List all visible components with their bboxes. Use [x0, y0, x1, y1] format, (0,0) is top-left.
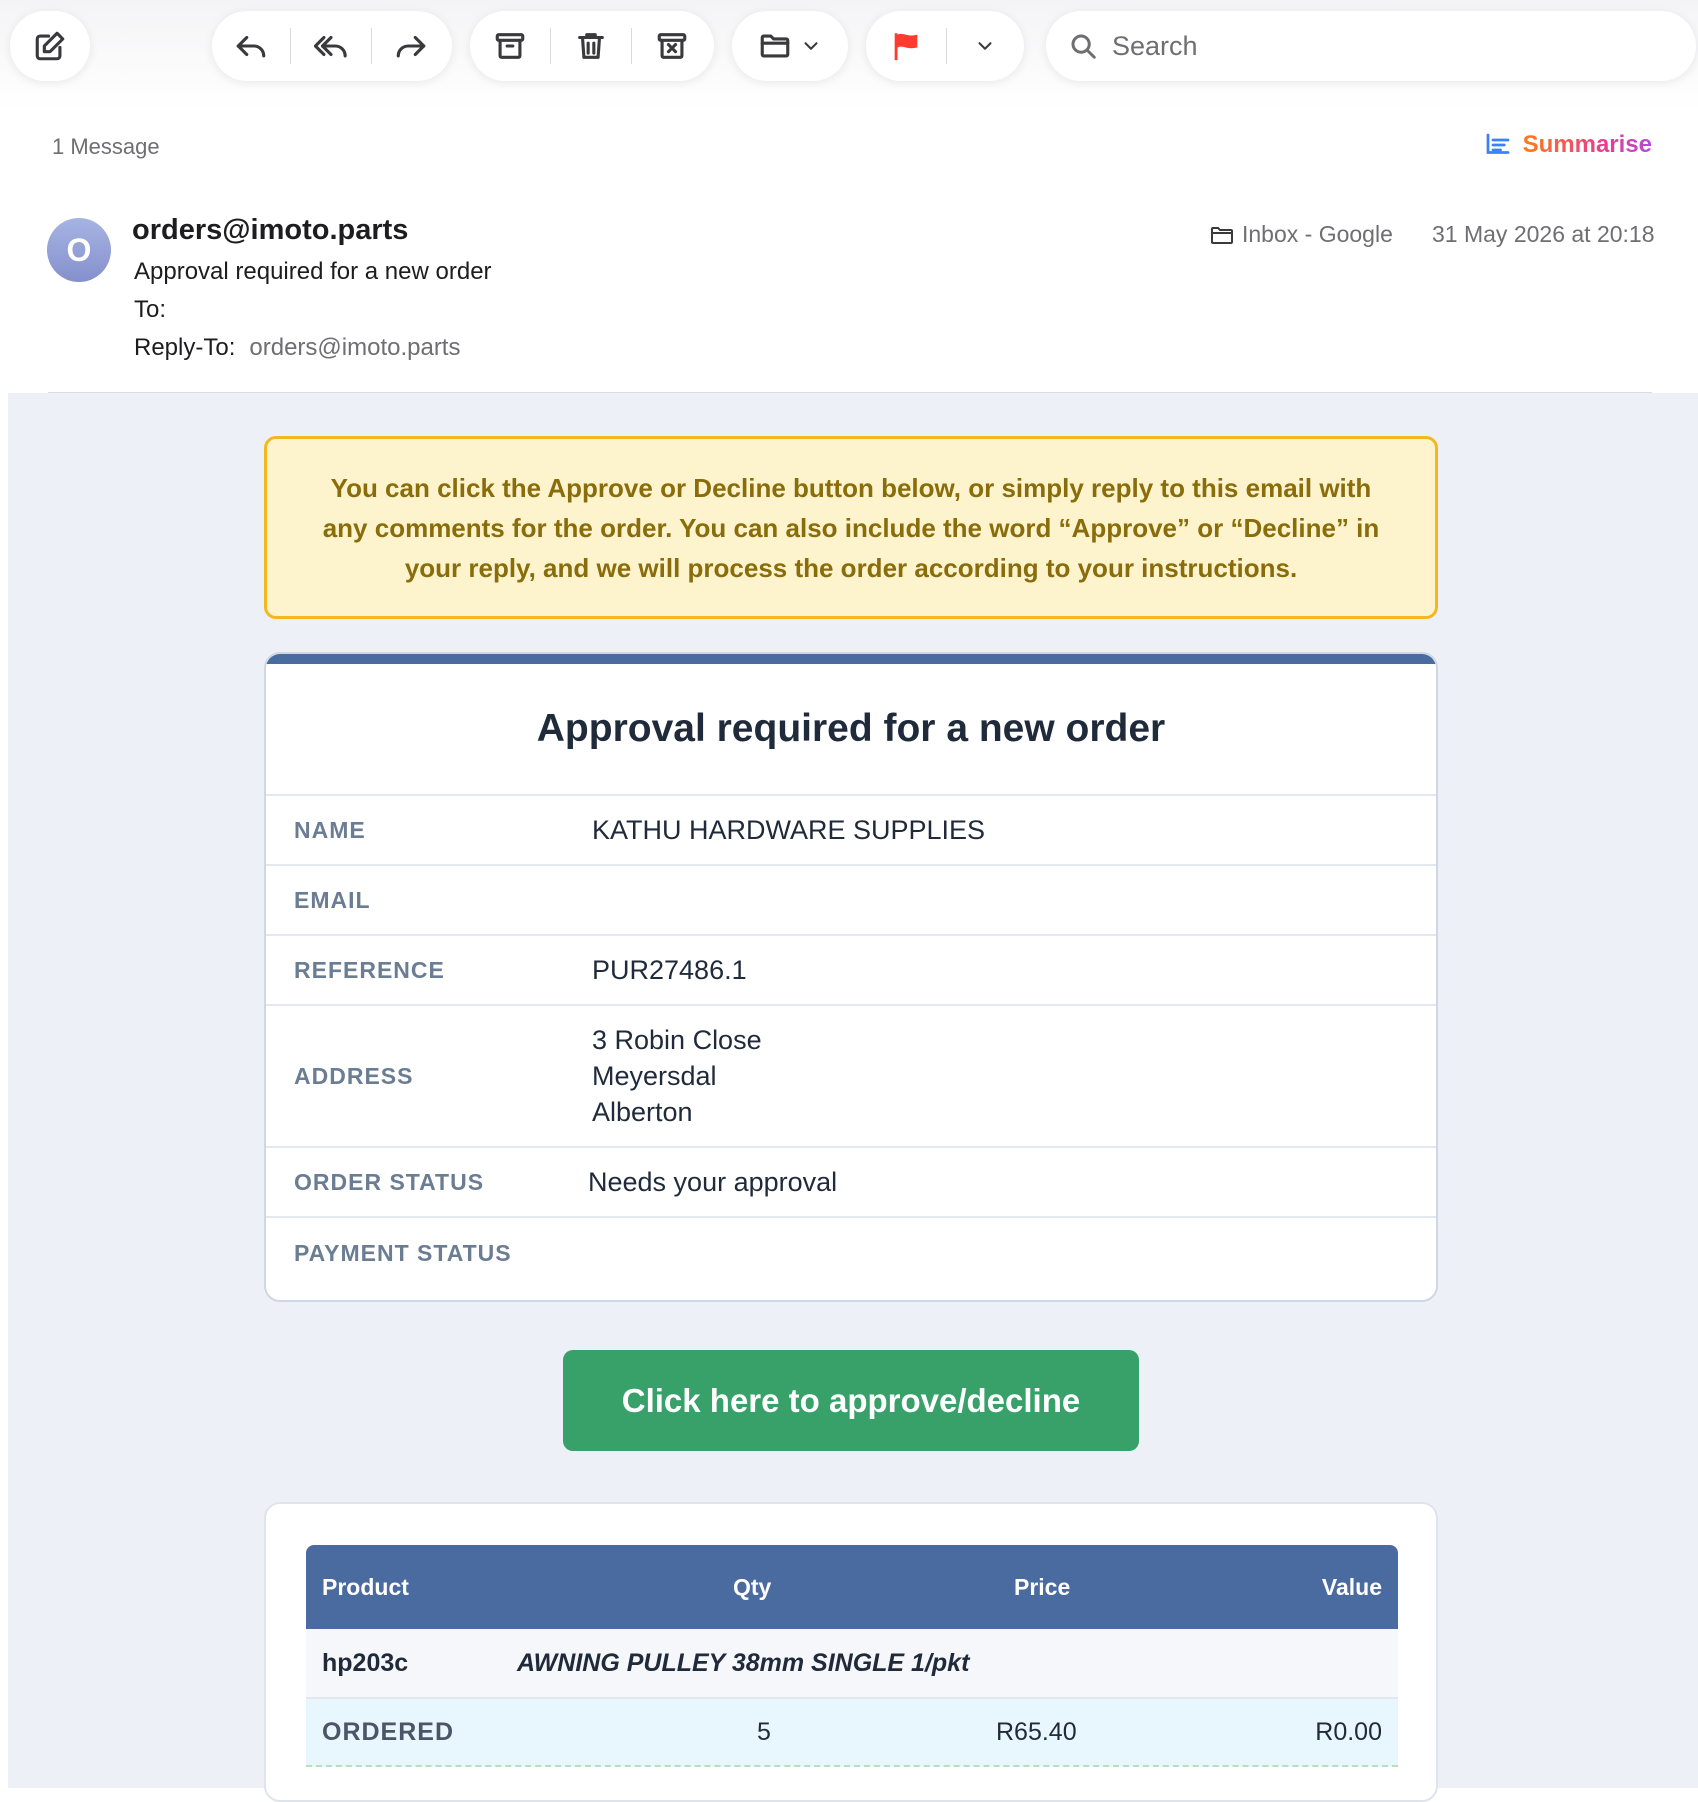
- junk-icon: [655, 29, 689, 63]
- search-field[interactable]: [1046, 11, 1696, 81]
- reply-to-row: [134, 334, 460, 362]
- header-price: Price: [1014, 1573, 1071, 1600]
- notice-text: You can click the Approve or Decline button below, or simply reply to this email with any comments for the order. You can also include the word “Approve” or “Decline” in your reply, and we will process the order according to your instructions.: [322, 472, 1380, 583]
- move-button[interactable]: [732, 11, 848, 81]
- flag-group: [866, 11, 1024, 81]
- address-row: [266, 1004, 1436, 1146]
- card-accent-bar: [266, 654, 1436, 664]
- trash-button[interactable]: [551, 11, 631, 81]
- product-row: [306, 1629, 1398, 1699]
- name-value: KATHU HARDWARE SUPPLIES: [592, 815, 986, 845]
- reply-to-label: Reply-To:: [134, 334, 236, 361]
- products-card: [264, 1502, 1438, 1802]
- product-code: hp203c: [322, 1648, 409, 1677]
- order-status-label: ORDER STATUS: [294, 1168, 485, 1195]
- reply-button[interactable]: [212, 11, 290, 81]
- reply-all-icon: [314, 29, 348, 63]
- toolbar: [0, 0, 1698, 110]
- trash-icon: [574, 29, 608, 63]
- message-date: 31 May 2026 at 20:18: [1432, 221, 1655, 247]
- mailbox-label[interactable]: [1210, 221, 1393, 248]
- products-table: [306, 1545, 1398, 1767]
- flag-icon: [889, 29, 923, 63]
- junk-button[interactable]: [632, 11, 712, 81]
- line-value: R0.00: [1315, 1717, 1382, 1746]
- message-count: 1 Message: [52, 134, 160, 159]
- compose-icon[interactable]: [10, 11, 90, 81]
- flag-menu-button[interactable]: [947, 11, 1023, 81]
- summarise-icon: [1483, 130, 1513, 160]
- products-header: [306, 1545, 1398, 1629]
- email-label: EMAIL: [294, 886, 371, 913]
- approve-decline-button[interactable]: Click here to approve/decline: [563, 1350, 1139, 1451]
- reply-all-button[interactable]: [291, 11, 371, 81]
- reply-icon: [234, 29, 268, 63]
- instructions-notice: [264, 436, 1438, 619]
- summarise-button[interactable]: [1483, 130, 1652, 160]
- message-subject: Approval required for a new order: [134, 258, 492, 285]
- payment-status-label: PAYMENT STATUS: [294, 1240, 512, 1266]
- reply-group: [212, 11, 452, 81]
- address-line: Meyersdal: [592, 1061, 717, 1091]
- folder-icon: [1210, 225, 1234, 245]
- forward-icon: [394, 29, 428, 63]
- chevron-down-icon: [974, 35, 996, 57]
- mailbox-name: Inbox - Google: [1242, 221, 1393, 247]
- address-label: ADDRESS: [294, 1062, 414, 1089]
- name-label: NAME: [294, 816, 366, 843]
- order-status-value: Needs your approval: [588, 1167, 838, 1197]
- product-description: AWNING PULLEY 38mm SINGLE 1/pkt: [517, 1648, 970, 1677]
- address-line: 3 Robin Close: [592, 1025, 762, 1055]
- search-input[interactable]: [1112, 31, 1672, 62]
- name-row: [266, 794, 1436, 864]
- address-value: [592, 1022, 762, 1130]
- search-icon: [1068, 31, 1098, 61]
- archive-icon: [493, 29, 527, 63]
- line-price: R65.40: [996, 1717, 1077, 1746]
- line-status: ORDERED: [322, 1717, 455, 1746]
- reference-label: REFERENCE: [294, 956, 445, 983]
- compose-button[interactable]: [10, 11, 90, 81]
- avatar: O: [47, 218, 111, 282]
- email-row: [266, 864, 1436, 934]
- reference-value: PUR27486.1: [592, 955, 747, 985]
- header-qty: Qty: [733, 1573, 772, 1600]
- archive-button[interactable]: [470, 11, 550, 81]
- header-product: Product: [322, 1573, 409, 1600]
- line-qty: 5: [757, 1717, 771, 1746]
- address-line: Alberton: [592, 1097, 693, 1127]
- forward-button[interactable]: [372, 11, 450, 81]
- organize-group: [470, 11, 714, 81]
- header-value: Value: [1321, 1573, 1382, 1600]
- reply-to-address[interactable]: orders@imoto.parts: [249, 334, 461, 361]
- chevron-down-icon: [800, 35, 822, 57]
- reference-row: [266, 934, 1436, 1004]
- card-title: Approval required for a new order: [536, 707, 1166, 750]
- to-label: To:: [134, 296, 167, 323]
- order-status-row: [266, 1146, 1436, 1216]
- summarise-label: Summarise: [1522, 131, 1652, 158]
- folder-icon: [758, 29, 792, 63]
- payment-status-row: [266, 1216, 1436, 1286]
- sender-address[interactable]: orders@imoto.parts: [132, 214, 409, 246]
- order-details-card: [264, 652, 1438, 1302]
- flag-button[interactable]: [866, 11, 946, 81]
- ordered-row: [306, 1699, 1398, 1767]
